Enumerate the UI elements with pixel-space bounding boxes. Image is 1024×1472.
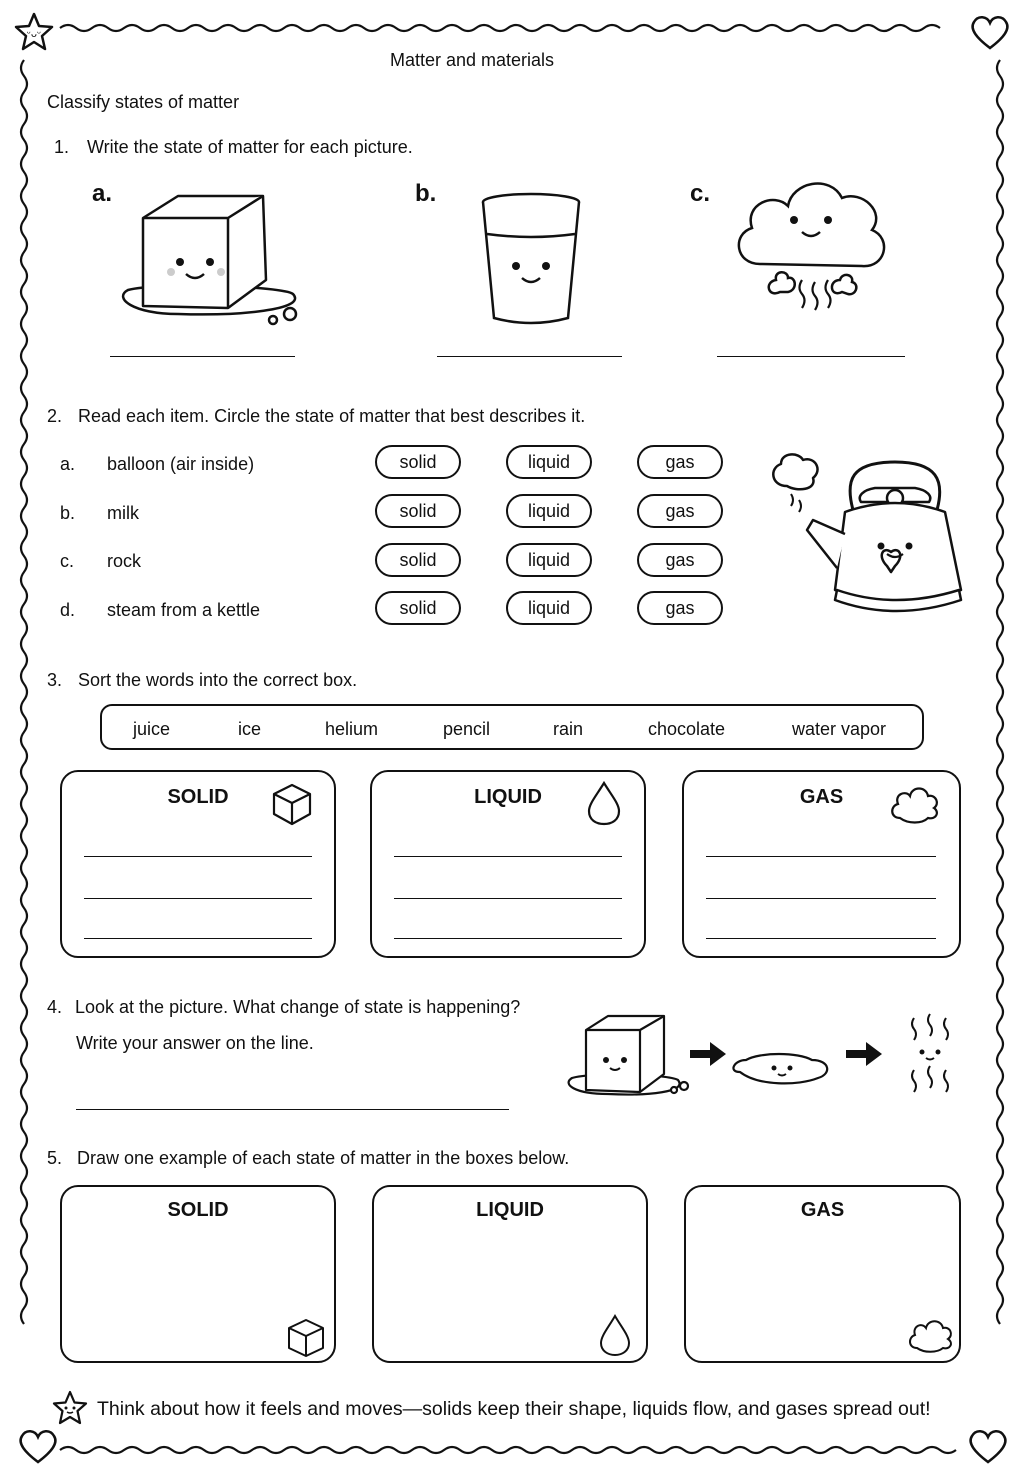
- sort-box-title: GAS: [799, 786, 844, 808]
- q2-item-text: rock: [107, 551, 142, 571]
- q1-number: 1.: [54, 137, 70, 157]
- q2-item-letter: b.: [60, 503, 76, 523]
- sort-box-liquid[interactable]: [370, 770, 646, 958]
- word-bank-item[interactable]: rain: [553, 719, 584, 739]
- sort-line[interactable]: [84, 938, 312, 939]
- option-liquid[interactable]: liquid: [506, 494, 592, 528]
- arrow-right-icon: [690, 1042, 726, 1066]
- q1-label-c: c.: [690, 180, 711, 207]
- draw-box-title: LIQUID: [476, 1199, 544, 1221]
- q4-answer-line[interactable]: [76, 1109, 509, 1110]
- option-liquid[interactable]: liquid: [506, 543, 592, 577]
- melting-evaporating-diagram: [568, 1008, 958, 1098]
- cloud-steam-icon: [730, 168, 900, 328]
- q2-item-letter: c.: [60, 551, 75, 571]
- answer-line-c[interactable]: [717, 356, 905, 357]
- word-bank-item[interactable]: chocolate: [648, 719, 726, 739]
- word-bank-item[interactable]: ice: [238, 719, 262, 739]
- option-liquid[interactable]: liquid: [506, 591, 592, 625]
- q2-item-text: steam from a kettle: [107, 600, 261, 620]
- q1-label-a: a.: [92, 180, 113, 207]
- sort-box-title: LIQUID: [474, 786, 542, 808]
- heart-corner-icon: [968, 1428, 1008, 1464]
- ice-cube-icon: [118, 190, 318, 330]
- footer-tip: Think about how it feels and moves—solids keep their shape, liquids flow, and gases spread out!: [97, 1398, 931, 1420]
- water-drop-icon: [586, 780, 622, 826]
- sort-box-title: SOLID: [167, 786, 229, 808]
- sort-line[interactable]: [394, 898, 622, 899]
- sort-line[interactable]: [84, 898, 312, 899]
- q4-prompt: Look at the picture. What change of state is happening?: [75, 997, 521, 1017]
- draw-box-gas[interactable]: [684, 1185, 961, 1363]
- svg-text:ᵕᴗᵕ: ᵕᴗᵕ: [26, 29, 42, 40]
- sort-line[interactable]: [394, 856, 622, 857]
- cloud-icon: [906, 1315, 954, 1353]
- option-gas[interactable]: gas: [637, 445, 723, 479]
- option-solid[interactable]: solid: [375, 543, 461, 577]
- star-corner-icon: [14, 12, 54, 52]
- sort-line[interactable]: [706, 856, 936, 857]
- water-drop-icon: [598, 1313, 632, 1357]
- answer-line-b[interactable]: [437, 356, 622, 357]
- heart-corner-icon: [18, 1428, 58, 1464]
- kettle-icon: [765, 450, 975, 620]
- heart-corner-icon: [970, 14, 1010, 50]
- draw-box-title: GAS: [800, 1199, 845, 1221]
- q5-number: 5.: [47, 1148, 63, 1168]
- option-liquid[interactable]: liquid: [506, 445, 592, 479]
- option-gas[interactable]: gas: [637, 591, 723, 625]
- q4-instruction: Write your answer on the line.: [76, 1033, 314, 1053]
- option-gas[interactable]: gas: [637, 543, 723, 577]
- cube-icon: [286, 1317, 326, 1359]
- arrow-right-icon: [846, 1042, 882, 1066]
- option-solid[interactable]: solid: [375, 445, 461, 479]
- answer-line-a[interactable]: [110, 356, 295, 357]
- draw-box-liquid[interactable]: [372, 1185, 648, 1363]
- sort-line[interactable]: [394, 938, 622, 939]
- q4-number: 4.: [47, 997, 63, 1017]
- glass-of-water-icon: [478, 190, 588, 330]
- q2-prompt: Read each item. Circle the state of matter that best describes it.: [78, 406, 586, 426]
- option-solid[interactable]: solid: [375, 494, 461, 528]
- star-icon: [52, 1390, 88, 1426]
- q5-prompt: Draw one example of each state of matter in the boxes below.: [77, 1148, 570, 1168]
- draw-box-solid[interactable]: [60, 1185, 336, 1363]
- word-bank-item[interactable]: pencil: [443, 719, 491, 739]
- q3-prompt: Sort the words into the correct box.: [78, 670, 358, 690]
- sort-line[interactable]: [706, 898, 936, 899]
- cube-icon: [270, 782, 312, 826]
- word-bank-item[interactable]: water vapor: [792, 719, 887, 739]
- q3-number: 3.: [47, 670, 63, 690]
- q2-item-text: milk: [107, 503, 139, 523]
- word-bank-item[interactable]: juice: [133, 719, 171, 739]
- option-solid[interactable]: solid: [375, 591, 461, 625]
- q1-prompt: Write the state of matter for each picture.: [87, 137, 413, 157]
- sort-line[interactable]: [706, 938, 936, 939]
- sort-box-gas[interactable]: [682, 770, 961, 958]
- sort-box-solid[interactable]: [60, 770, 336, 958]
- cloud-icon: [888, 782, 940, 824]
- sort-line[interactable]: [84, 856, 312, 857]
- q1-label-b: b.: [415, 180, 437, 207]
- q2-item-letter: d.: [60, 600, 76, 620]
- worksheet-subtitle: Classify states of matter: [47, 92, 240, 112]
- q2-number: 2.: [47, 406, 63, 426]
- option-gas[interactable]: gas: [637, 494, 723, 528]
- worksheet-title: Matter and materials: [389, 50, 555, 70]
- draw-box-title: SOLID: [167, 1199, 229, 1221]
- q2-item-letter: a.: [60, 454, 76, 474]
- q2-item-text: balloon (air inside): [107, 454, 255, 474]
- word-bank-item[interactable]: helium: [325, 719, 379, 739]
